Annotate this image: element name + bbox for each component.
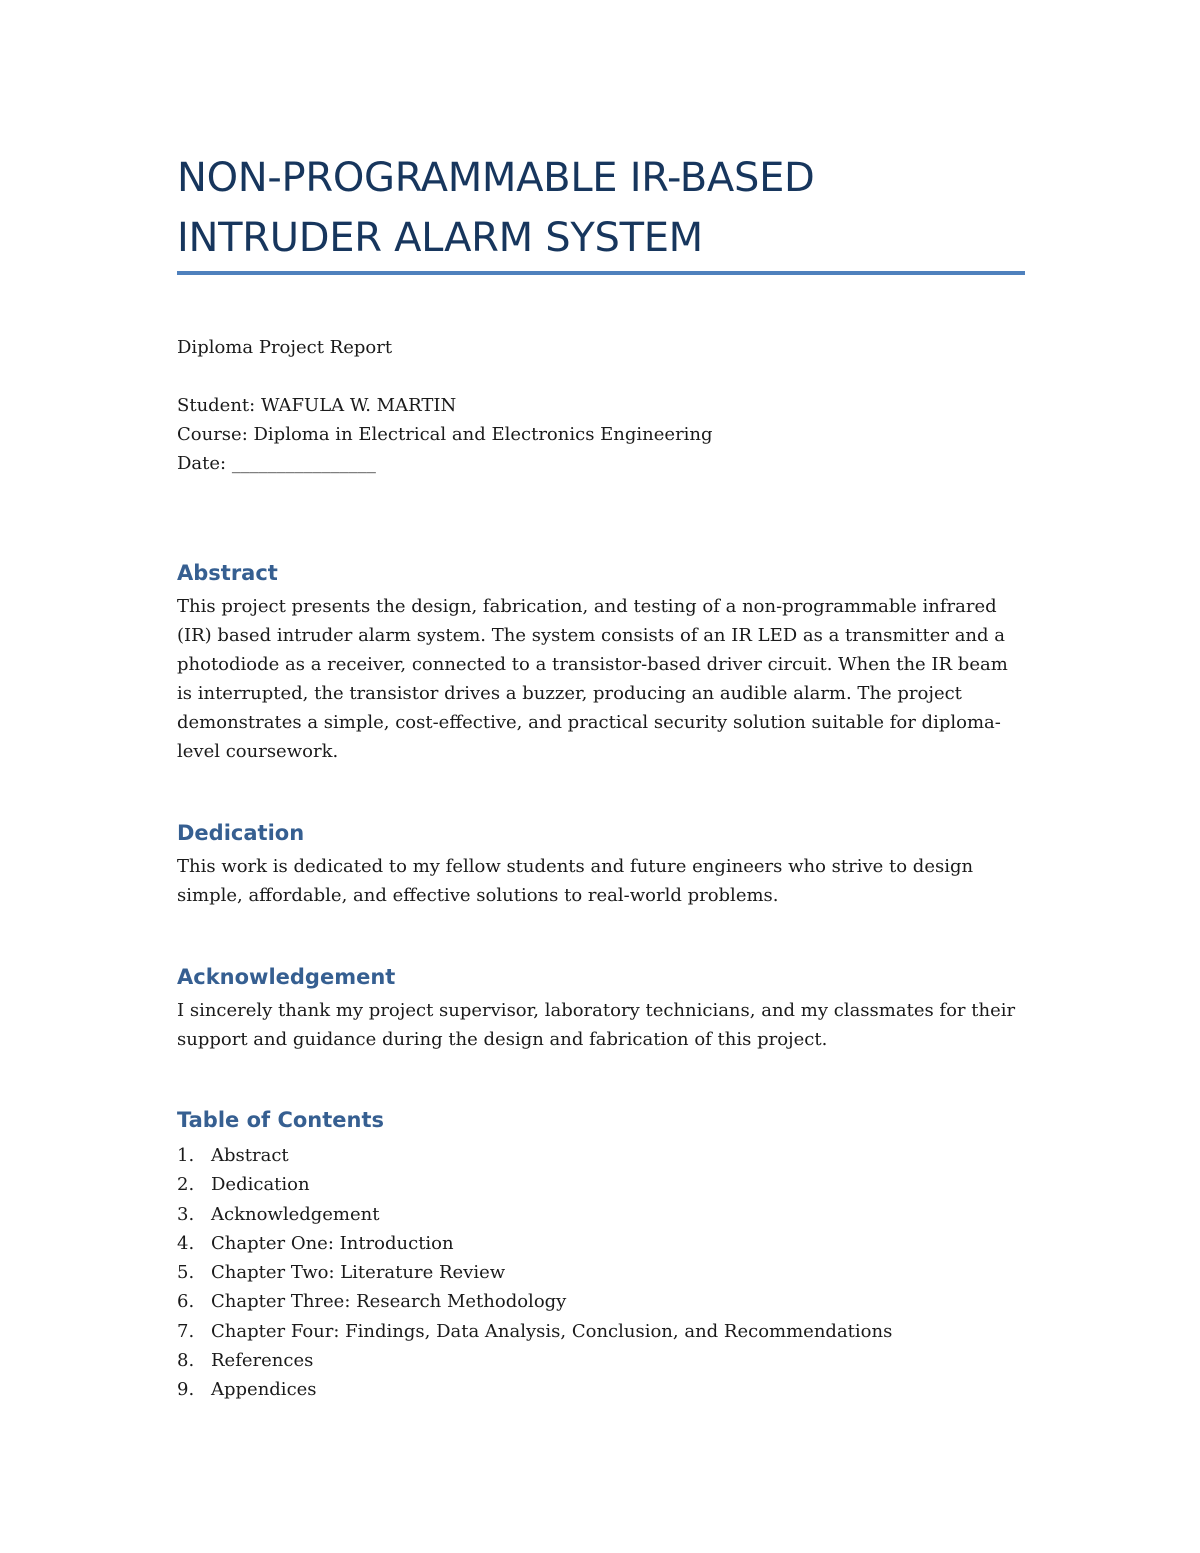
table-of-contents-list bbox=[177, 1141, 892, 1405]
toc-item-label: Chapter Three: Research Methodology bbox=[211, 1291, 567, 1313]
toc-item-label: Acknowledgement bbox=[211, 1203, 380, 1225]
toc-item-label: Chapter One: Introduction bbox=[211, 1232, 454, 1254]
title-line-2: INTRUDER ALARM SYSTEM bbox=[177, 215, 703, 261]
abstract-line: level coursework. bbox=[177, 741, 339, 762]
toc-item bbox=[177, 1141, 892, 1170]
date-line: Date: ________________ bbox=[177, 453, 376, 474]
toc-item bbox=[177, 1229, 892, 1258]
dedication-paragraph bbox=[177, 852, 1025, 910]
abstract-paragraph bbox=[177, 592, 1025, 766]
toc-item-number: 4. bbox=[177, 1232, 195, 1254]
dedication-line: This work is dedicated to my fellow students and future engineers who strive to design bbox=[177, 856, 974, 877]
toc-item-number: 3. bbox=[177, 1203, 195, 1225]
toc-item-label: References bbox=[211, 1350, 314, 1372]
toc-item-number: 8. bbox=[177, 1350, 195, 1372]
toc-heading: Table of Contents bbox=[177, 1108, 385, 1132]
acknowledgement-heading: Acknowledgement bbox=[177, 965, 396, 989]
toc-item-label: Chapter Two: Literature Review bbox=[211, 1262, 506, 1284]
report-type: Diploma Project Report bbox=[177, 337, 393, 358]
abstract-line: demonstrates a simple, cost-effective, and practical security solution suitable for diploma- bbox=[177, 712, 1001, 733]
toc-item-label: Dedication bbox=[211, 1174, 310, 1196]
toc-item bbox=[177, 1258, 892, 1287]
abstract-line: This project presents the design, fabrication, and testing of a non-programmable infrared bbox=[177, 596, 997, 617]
acknowledgement-line: I sincerely thank my project supervisor, laboratory technicians, and my classmates for their bbox=[177, 1000, 1016, 1021]
title-underline-rule bbox=[177, 271, 1025, 275]
course-line: Course: Diploma in Electrical and Electronics Engineering bbox=[177, 424, 713, 445]
title-line-1: NON-PROGRAMMABLE IR-BASED bbox=[177, 155, 815, 201]
toc-item-number: 5. bbox=[177, 1262, 195, 1284]
toc-item-label: Chapter Four: Findings, Data Analysis, Conclusion, and Recommendations bbox=[211, 1320, 893, 1342]
toc-item bbox=[177, 1200, 892, 1229]
abstract-line: (IR) based intruder alarm system. The system consists of an IR LED as a transmitter and a bbox=[177, 625, 1005, 646]
toc-item-number: 7. bbox=[177, 1320, 195, 1342]
toc-item bbox=[177, 1317, 892, 1346]
toc-item bbox=[177, 1375, 892, 1404]
toc-item bbox=[177, 1346, 892, 1375]
toc-item-number: 6. bbox=[177, 1291, 195, 1313]
toc-item-number: 9. bbox=[177, 1379, 195, 1401]
abstract-heading: Abstract bbox=[177, 561, 278, 585]
acknowledgement-paragraph bbox=[177, 996, 1025, 1054]
toc-item-number: 1. bbox=[177, 1145, 195, 1166]
document-title bbox=[177, 148, 1025, 268]
acknowledgement-line: support and guidance during the design and fabrication of this project. bbox=[177, 1029, 828, 1050]
toc-item bbox=[177, 1170, 892, 1199]
dedication-line: simple, affordable, and effective solutions to real-world problems. bbox=[177, 885, 779, 906]
toc-item-number: 2. bbox=[177, 1174, 195, 1196]
abstract-line: is interrupted, the transistor drives a buzzer, producing an audible alarm. The project bbox=[177, 683, 962, 704]
dedication-heading: Dedication bbox=[177, 821, 305, 845]
toc-item-label: Appendices bbox=[211, 1379, 317, 1401]
toc-item-label: Abstract bbox=[211, 1145, 289, 1166]
toc-item bbox=[177, 1287, 892, 1316]
student-line: Student: WAFULA W. MARTIN bbox=[177, 395, 457, 416]
abstract-line: photodiode as a receiver, connected to a transistor-based driver circuit. When the IR beam bbox=[177, 654, 1008, 675]
